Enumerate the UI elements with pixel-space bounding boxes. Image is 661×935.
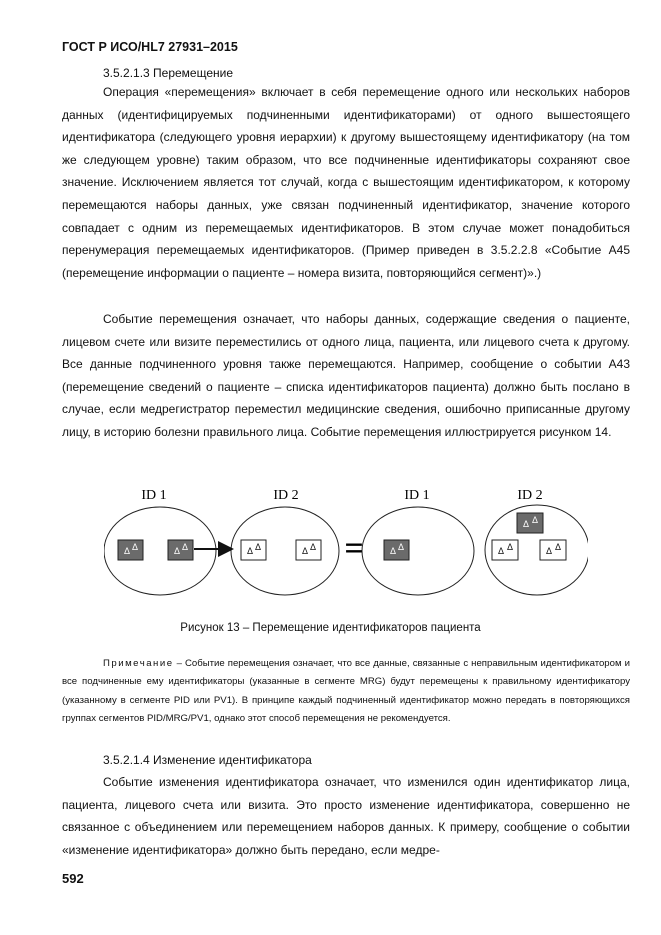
- dataset-glyph: Δ: [254, 542, 262, 552]
- dataset-glyph: Δ: [389, 546, 397, 556]
- dataset-glyph: Δ: [554, 542, 562, 552]
- dataset-glyph: Δ: [309, 542, 317, 552]
- dataset-glyph: Δ: [301, 546, 309, 556]
- dataset-glyph: Δ: [173, 546, 181, 556]
- dataset-box-light: [241, 540, 266, 560]
- figure-label-id2-before: ID 2: [273, 488, 299, 503]
- dataset-glyph: Δ: [506, 542, 514, 552]
- dataset-glyph: Δ: [522, 519, 530, 529]
- section-heading-change: 3.5.2.1.4 Изменение идентификатора: [103, 753, 312, 767]
- dataset-box-light: [492, 540, 518, 560]
- figure-label-id2-after: ID 2: [517, 488, 543, 503]
- dataset-glyph: Δ: [131, 542, 139, 552]
- figure-caption: Рисунок 13 – Перемещение идентификаторов пациента: [180, 622, 481, 634]
- dataset-glyph: Δ: [531, 515, 539, 525]
- dataset-box-light: [296, 540, 321, 560]
- dataset-box-dark: [517, 513, 543, 533]
- dataset-box-dark: [168, 540, 193, 560]
- equals-sign: =: [344, 530, 364, 567]
- figure-move-diagram: [104, 483, 588, 608]
- document-header: ГОСТ Р ИСО/HL7 27931–2015: [62, 40, 238, 54]
- dataset-box-light: [540, 540, 566, 560]
- dataset-box-dark: [384, 540, 409, 560]
- ellipse-id1-after: [362, 507, 474, 595]
- dataset-glyph: Δ: [123, 546, 131, 556]
- page-number: 592: [62, 871, 84, 886]
- section-heading-move: 3.5.2.1.3 Перемещение: [103, 66, 234, 80]
- note-text: – Событие перемещения означает, что все данные, связанные с неправильным идентификатором и все подчиненные ему идентификаторы (указанные в сегменте MRG) будут перемещены к правильному идентификатору (указанному в сегменте PID или PV1). В принципе каждый подчиненный идентификатор можно передать в повторяющихся группах сегментов PID/MRG/PV1, однако этот способ перемещения не рекомендуется.: [62, 658, 630, 725]
- dataset-glyph: Δ: [397, 542, 405, 552]
- figure-label-id1-before: ID 1: [141, 488, 167, 503]
- dataset-glyph: Δ: [246, 546, 254, 556]
- dataset-glyph: Δ: [181, 542, 189, 552]
- paragraph-move-operation: Операция «перемещения» включает в себя перемещение одного или нескольких наборов данных (идентифицируемых подчиненными идентификаторами) от одного вышестоящего идентификатора (следующего уровня иерархии) к другому вышестоящему идентификатору (на том же следующем уровне) таким образом, что все подчиненные идентификаторы сохраняют свое значение. Исключением является тот случай, когда с вышестоящим идентификатором, к которому перемещаются наборы данных, уже связан подчиненный идентификатор, значение которого совпадает с одним из перемещаемых идентификаторов. В этом случае может понадобиться перенумерация перемещаемых идентификаторов. (Пример приведен в 3.5.2.2.8 «Событие А45 (перемещение информации о пациенте – номера визита, повторяющийся сегмент)».): [62, 85, 630, 280]
- figure-label-id1-after: ID 1: [404, 488, 430, 503]
- note-label: Примечание: [103, 658, 174, 669]
- dataset-glyph: Δ: [545, 546, 553, 556]
- note-block: [62, 655, 630, 729]
- dataset-box-dark: [118, 540, 143, 560]
- paragraph-change-event: Событие изменения идентификатора означает, что изменился один идентификатор лица, пациента, лицевого счета или визита. Это просто изменение идентификатора, совершенно не связанное с объединением или перемещением наборов данных. К примеру, сообщение о событии «изменение идентификатора» должно быть передано, если медре-: [62, 775, 630, 857]
- dataset-glyph: Δ: [497, 546, 505, 556]
- paragraph-move-event: Событие перемещения означает, что наборы данных, содержащие сведения о пациенте, лицевом счете или визите переместились от одного лица, пациента, или лицевого счета к другому. Все данные подчиненного уровня также перемещаются. Например, сообщение о событии А43 (перемещение сведений о пациенте – списка идентификаторов пациента) должно быть послано в случае, если медрегистратор переместил медицинские сведения, ошибочно приписанные другому лицу, в историю болезни правильного лица. Событие перемещения иллюстрируется рисунком 14.: [62, 312, 630, 439]
